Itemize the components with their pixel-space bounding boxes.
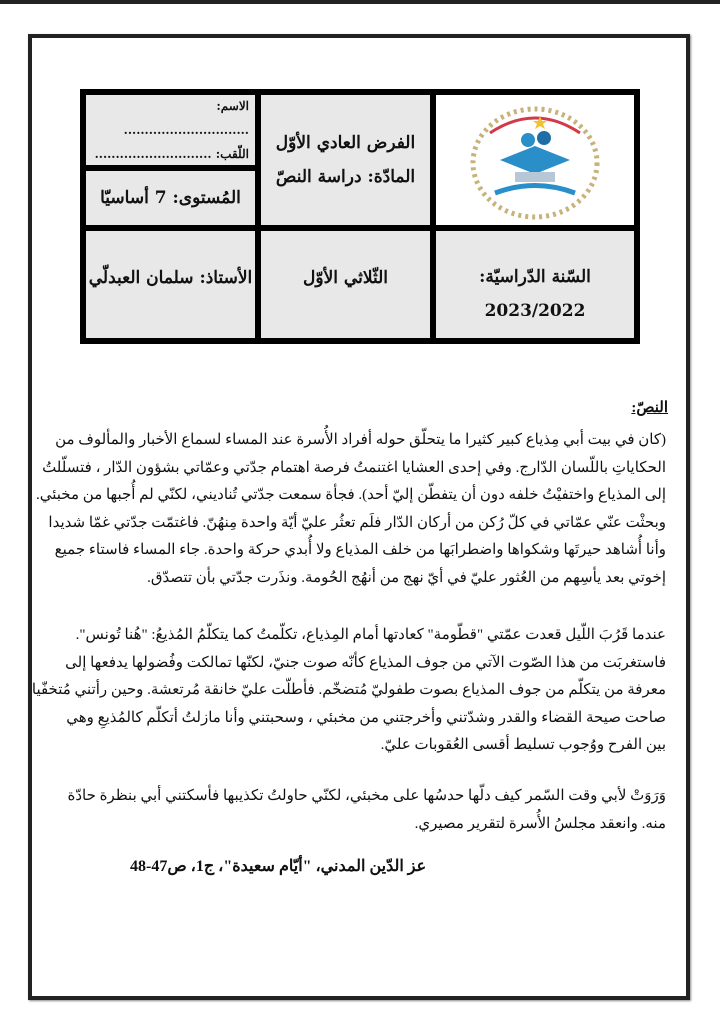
exam-title: الفرض العادي الأوّل <box>275 133 416 153</box>
school-logo <box>436 95 634 225</box>
text-line: إلى المذياع واختفيْتُ خلفه دون أن يتفطّن إليّ أحد). فجأة سمعت جدّتي تُناديني، لكنّي لم أُجبها من مخبئي. <box>36 487 666 504</box>
text-line: وبحثْت عنّي عمّاتي في كلّ رُكن من أركان الدّار فلَم تعثُر عليّ أيّة واحدة مِنهُنّ. فاغتمّت جدّتي غمّا شديدا <box>48 514 666 531</box>
surname-field[interactable]: اللّقب: ............................ <box>94 147 249 161</box>
text-line: الحكاياتِ باللّسان الدّارج. وفي إحدى العشايا اغتنمتُ فرصة اهتمام جدّتي وعمّاتي بشؤون الدّار ، فتسلّلتُ <box>42 459 666 476</box>
name-field[interactable]: الاسم: .............................. <box>123 99 249 137</box>
top-bar <box>0 0 720 4</box>
school-year-cell <box>436 231 634 338</box>
text-heading: النصّ: <box>631 400 668 416</box>
text-line: منه. وانعقد مجلسُ الأُسرة لتقرير مصيري. <box>414 815 666 832</box>
level-cell <box>86 171 255 225</box>
school-year: 2023/2022 <box>484 301 586 321</box>
level: المُستوى: 7 أساسيّا <box>100 188 241 208</box>
teacher-cell <box>86 231 255 338</box>
exam-title-cell <box>261 95 430 225</box>
term-cell <box>261 231 430 338</box>
text-line: صاحت صيحة القضاء والقدر وشدّتني وأخرجتني من مخبئي ، وسحبتني وأنا مازلتُ أتكلّم كالمُذيعِ وهي <box>66 709 666 726</box>
text-line: بين الفرح ووُجوب تسليط أقسى العُقوبات عليّ. <box>380 737 666 754</box>
text-line: (كان في بيت أبي مِذياع كبير كثيرا ما يتحلّق حوله أفراد الأُسرة عند المساء لسماع الأخبار والمألوف من <box>55 432 666 448</box>
text-line: عندما قَرُبَ اللّيل قعدت عمّتي "قطّومة" كعادتها أمام المِذياع، تكلّمتُ كما يتكلّمُ المُذيعُ: "هُنا تُونس". <box>75 627 666 643</box>
text-line: إخوتي بعد يأسِهم من العُثور عليّ في أيّ نهج من أنهُج الحُومة. ونذَرت جدّتي بأن تتصدّق. <box>147 569 666 586</box>
exam-header-table <box>80 89 640 344</box>
paragraph-1 <box>36 427 666 593</box>
source-citation: عز الدّين المدني، "أيّام سعيدة"، ج1، ص47-48 <box>130 858 427 875</box>
student-info-cell <box>86 95 255 165</box>
text-line: فاستغربَت من هذا الصّوت الآتي من جوف المذياع كأنّه صوت جنيّ، لكنّها تمالكت وفُضولها يدفعها إلى <box>65 654 666 671</box>
paragraph-3 <box>67 783 666 838</box>
text-line: وَرَوَتْ لأبي وقت السّمر كيف دلّها حدسُها على مخبئي، لكنّي حاولتُ تكذيبها فأسكتني أبي بنظرة حادّة <box>67 788 666 804</box>
paragraph-2 <box>31 622 666 760</box>
text-line: معرفة من يتكلّم من جوف المذياع بصوت طفوليّ مُتضخّم. فأطلّت عليّ خانقة مُرتعشة. وحين رأتني مُتخفّيا <box>31 682 666 699</box>
teacher: الأستاذ: سلمان العبدلّي <box>88 268 253 288</box>
school-year-label: السّنة الدّراسيّة: <box>479 267 591 287</box>
term: الثّلاثي الأوّل <box>303 268 388 288</box>
text-line: وأنا أُشاهد حيرتَها وشكواها واضطرابَها من خلف المذياع ولا أُبدي حركة واحدة. جاء المساء فاستاء جميع <box>54 542 666 559</box>
subject: المادّة: دراسة النصّ <box>275 167 416 187</box>
school-logo-icon <box>460 98 610 223</box>
